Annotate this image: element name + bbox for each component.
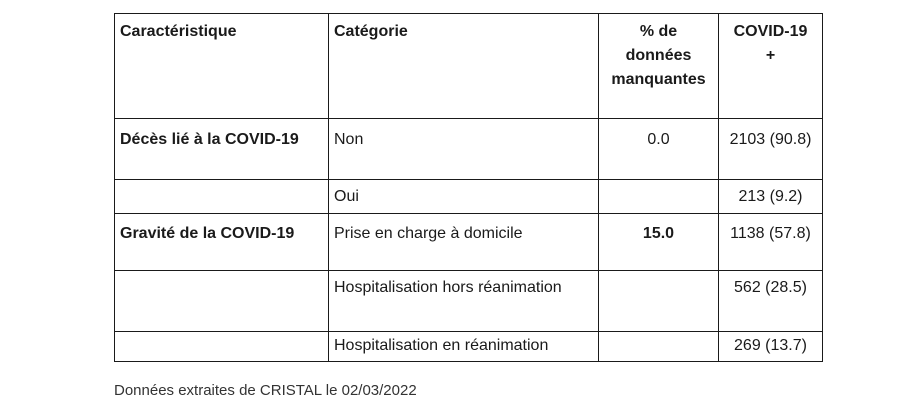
cell-category: Hospitalisation en réanimation (329, 332, 599, 362)
cell-characteristic: Gravité de la COVID-19 (115, 214, 329, 271)
cell-category: Prise en charge à domicile (329, 214, 599, 271)
cell-category: Hospitalisation hors réanimation (329, 271, 599, 332)
cell-missing (599, 180, 719, 214)
cell-missing (599, 271, 719, 332)
table-caption: Données extraites de CRISTAL le 02/03/2022 (114, 382, 417, 399)
table-row (115, 271, 823, 332)
table-row (115, 119, 823, 180)
table-row (115, 214, 823, 271)
cell-missing: 15.0 (599, 214, 719, 271)
cell-covid: 1138 (57.8) (719, 214, 823, 271)
table-header-row (115, 14, 823, 119)
data-table (114, 13, 823, 362)
header-covid-line2: + (765, 47, 776, 64)
table-row (115, 180, 823, 214)
header-category: Catégorie (329, 14, 599, 119)
cell-characteristic: Décès lié à la COVID-19 (115, 119, 329, 180)
header-missing-line3: manquantes (611, 71, 706, 88)
header-missing-data (599, 14, 719, 119)
header-covid-positive (719, 14, 823, 119)
cell-missing (599, 332, 719, 362)
cell-characteristic (115, 332, 329, 362)
cell-missing: 0.0 (599, 119, 719, 180)
header-missing-line2: données (625, 47, 692, 64)
cell-covid: 213 (9.2) (719, 180, 823, 214)
cell-covid: 562 (28.5) (719, 271, 823, 332)
header-covid-line1: COVID-19 (733, 23, 808, 40)
table-row (115, 332, 823, 362)
cell-covid: 269 (13.7) (719, 332, 823, 362)
cell-covid: 2103 (90.8) (719, 119, 823, 180)
cell-category: Non (329, 119, 599, 180)
cell-characteristic (115, 271, 329, 332)
header-missing-line1: % de (639, 23, 678, 40)
cell-characteristic (115, 180, 329, 214)
header-characteristic: Caractéristique (115, 14, 329, 119)
cell-category: Oui (329, 180, 599, 214)
